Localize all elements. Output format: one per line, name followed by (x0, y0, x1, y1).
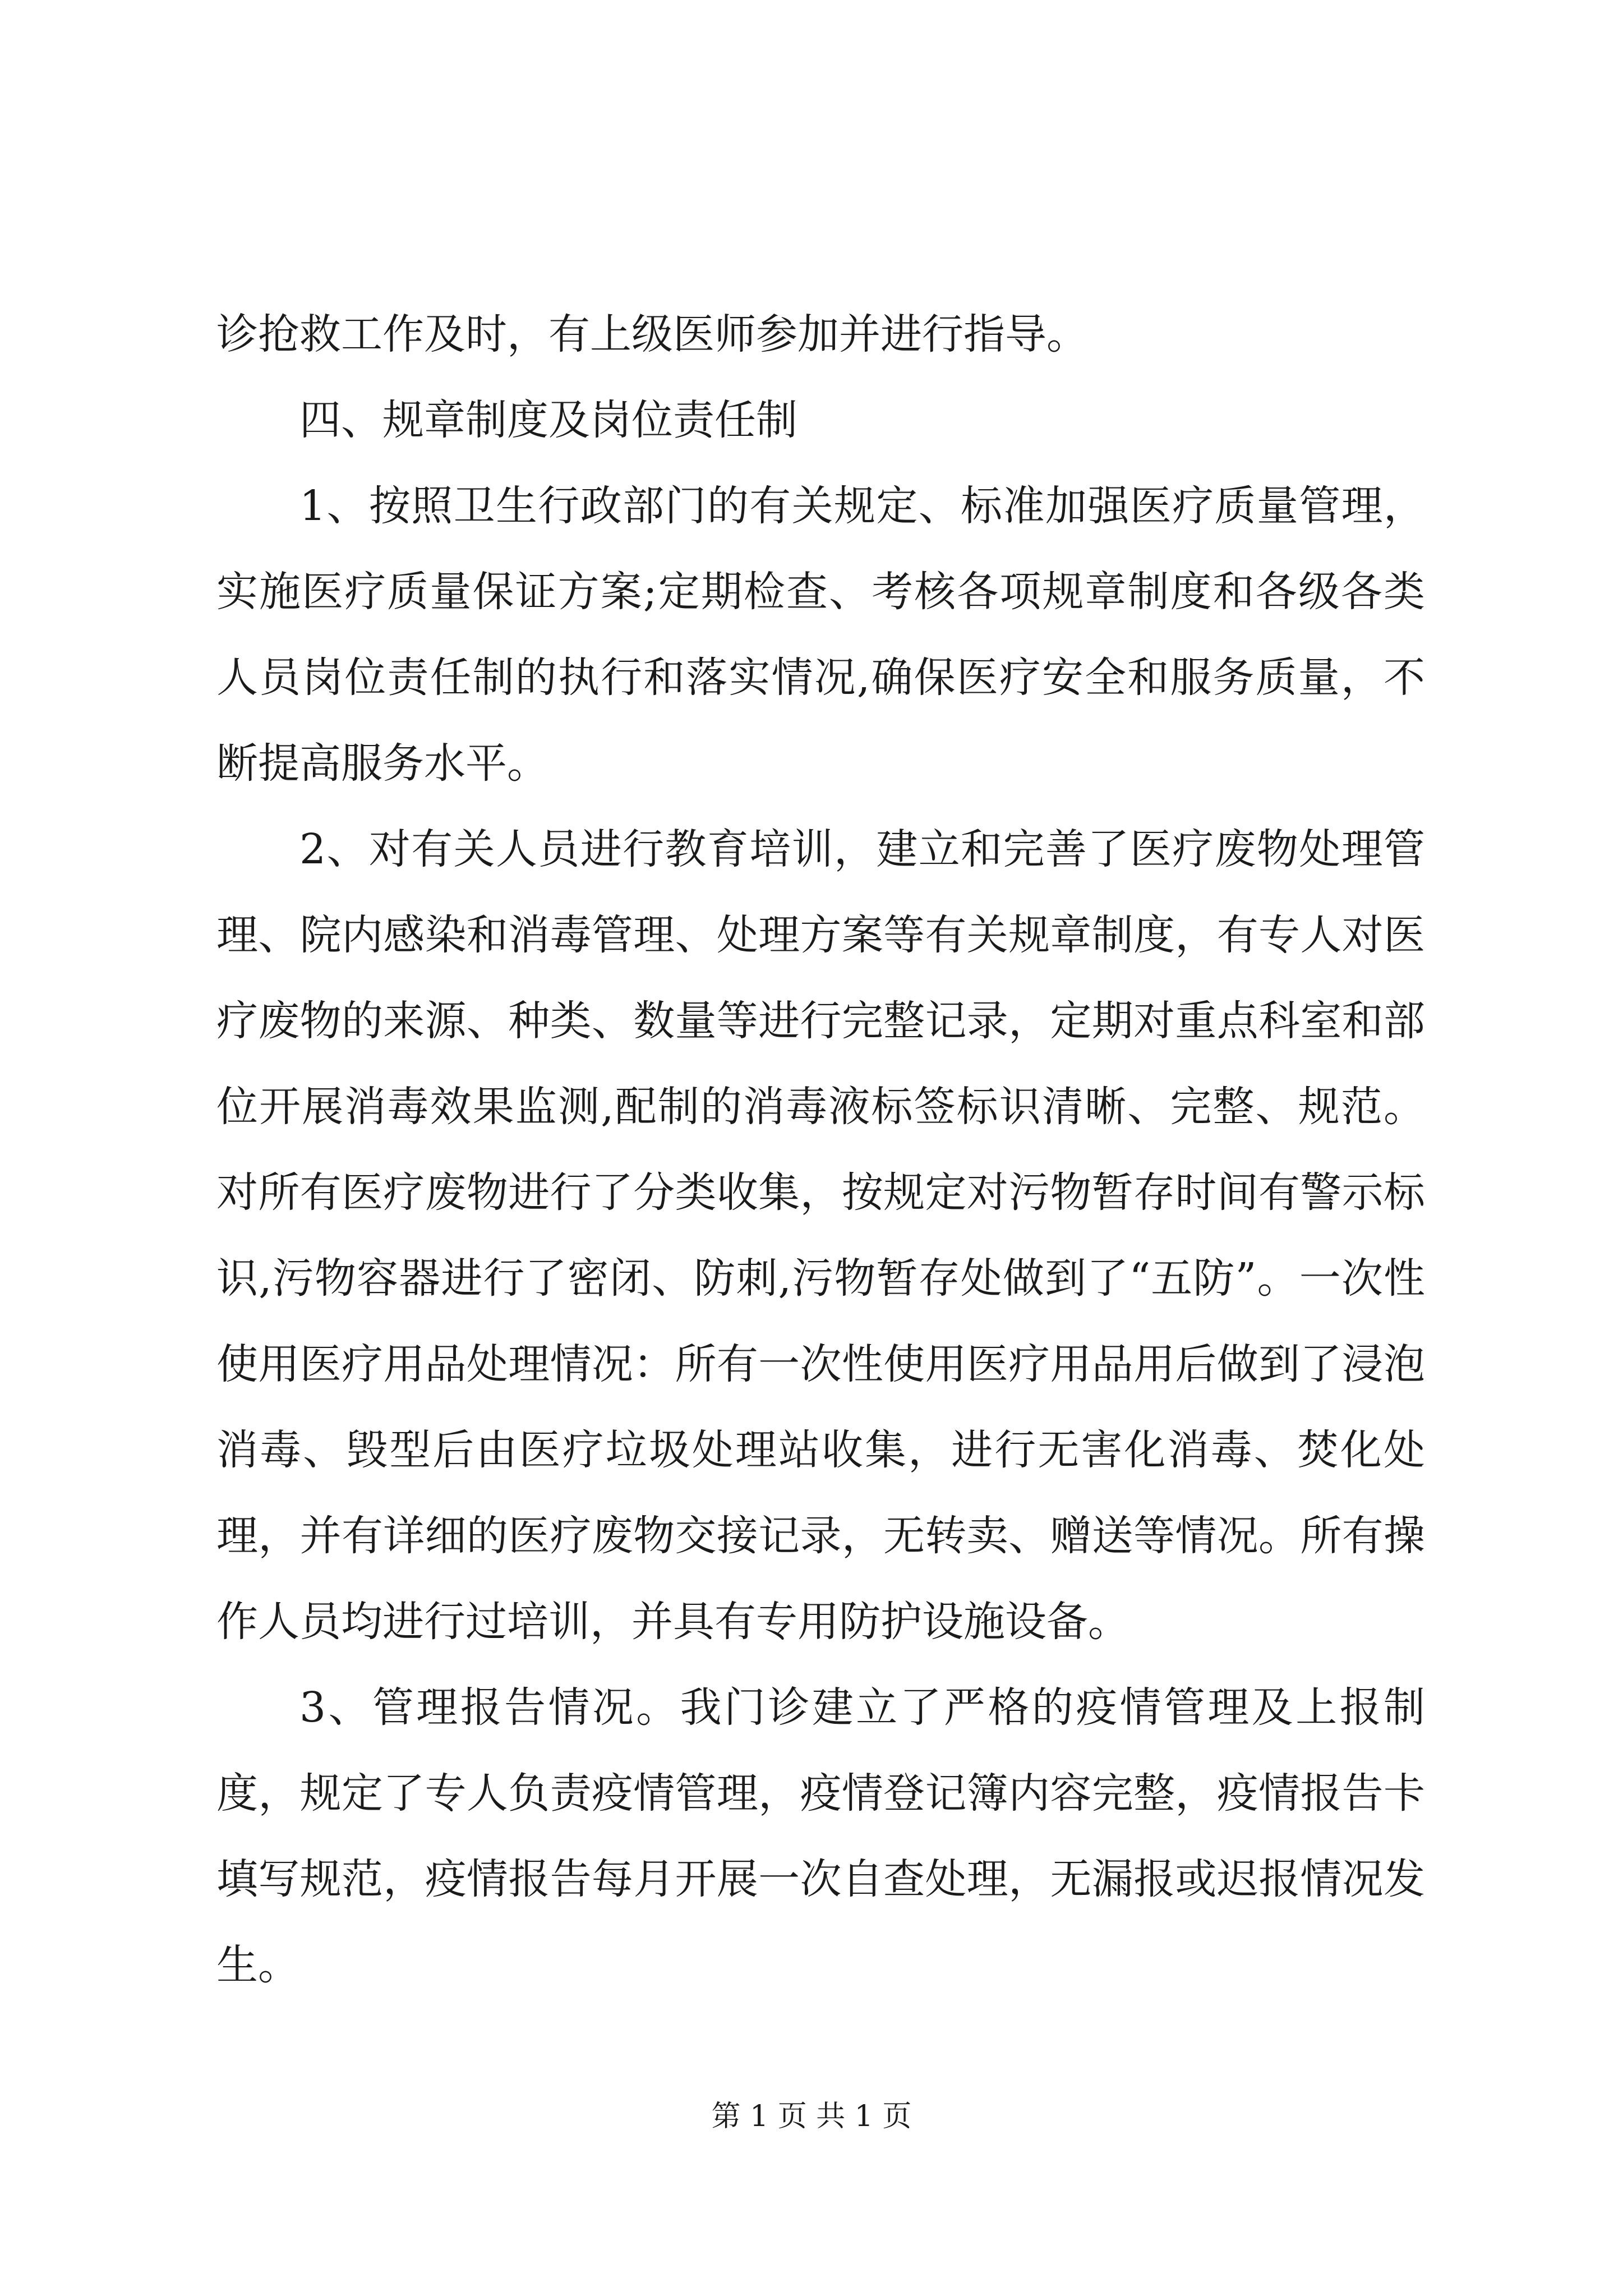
page-number-footer: 第 1 页 共 1 页 (711, 2100, 912, 2133)
document-body (216, 292, 1425, 2008)
paragraph-item-2: 2、对有关人员进行教育培训，建立和完善了医疗废物处理管理、院内感染和消毒管理、处理方案等有关规章制度，有专人对医疗废物的来源、种类、数量等进行完整记录，定期对重点科室和部位开展消毒效果监测,配制的消毒液标签标识清晰、完整、规范。对所有医疗废物进行了分类收集，按规定对污物暂存时间有警示标识,污物容器进行了密闭、防刺,污物暂存处做到了“五防”。一次性使用医疗用品处理情况：所有一次性使用医疗用品用后做到了浸泡消毒、毁型后由医疗垃圾处理站收集，进行无害化消毒、焚化处理，并有详细的医疗废物交接记录，无转卖、赠送等情况。所有操作人员均进行过培训，并具有专用防护设施设备。 (216, 825, 1425, 1646)
section-heading: 四、规章制度及岗位责任制 (299, 396, 797, 444)
paragraph-item-1: 1、按照卫生行政部门的有关规定、标准加强医疗质量管理，实施医疗质量保证方案;定期检查、考核各项规章制度和各级各类人员岗位责任制的执行和落实情况,确保医疗安全和服务质量，不断提高服务水平。 (216, 482, 1425, 788)
paragraph-continuation: 诊抢救工作及时，有上级医师参加并进行指导。 (216, 310, 1088, 358)
paragraph-item-3: 3、管理报告情况。我门诊建立了严格的疫情管理及上报制度，规定了专人负责疫情管理，疫情登记簿内容完整，疫情报告卡填写规范，疫情报告每月开展一次自查处理，无漏报或迟报情况发生。 (216, 1683, 1425, 1989)
